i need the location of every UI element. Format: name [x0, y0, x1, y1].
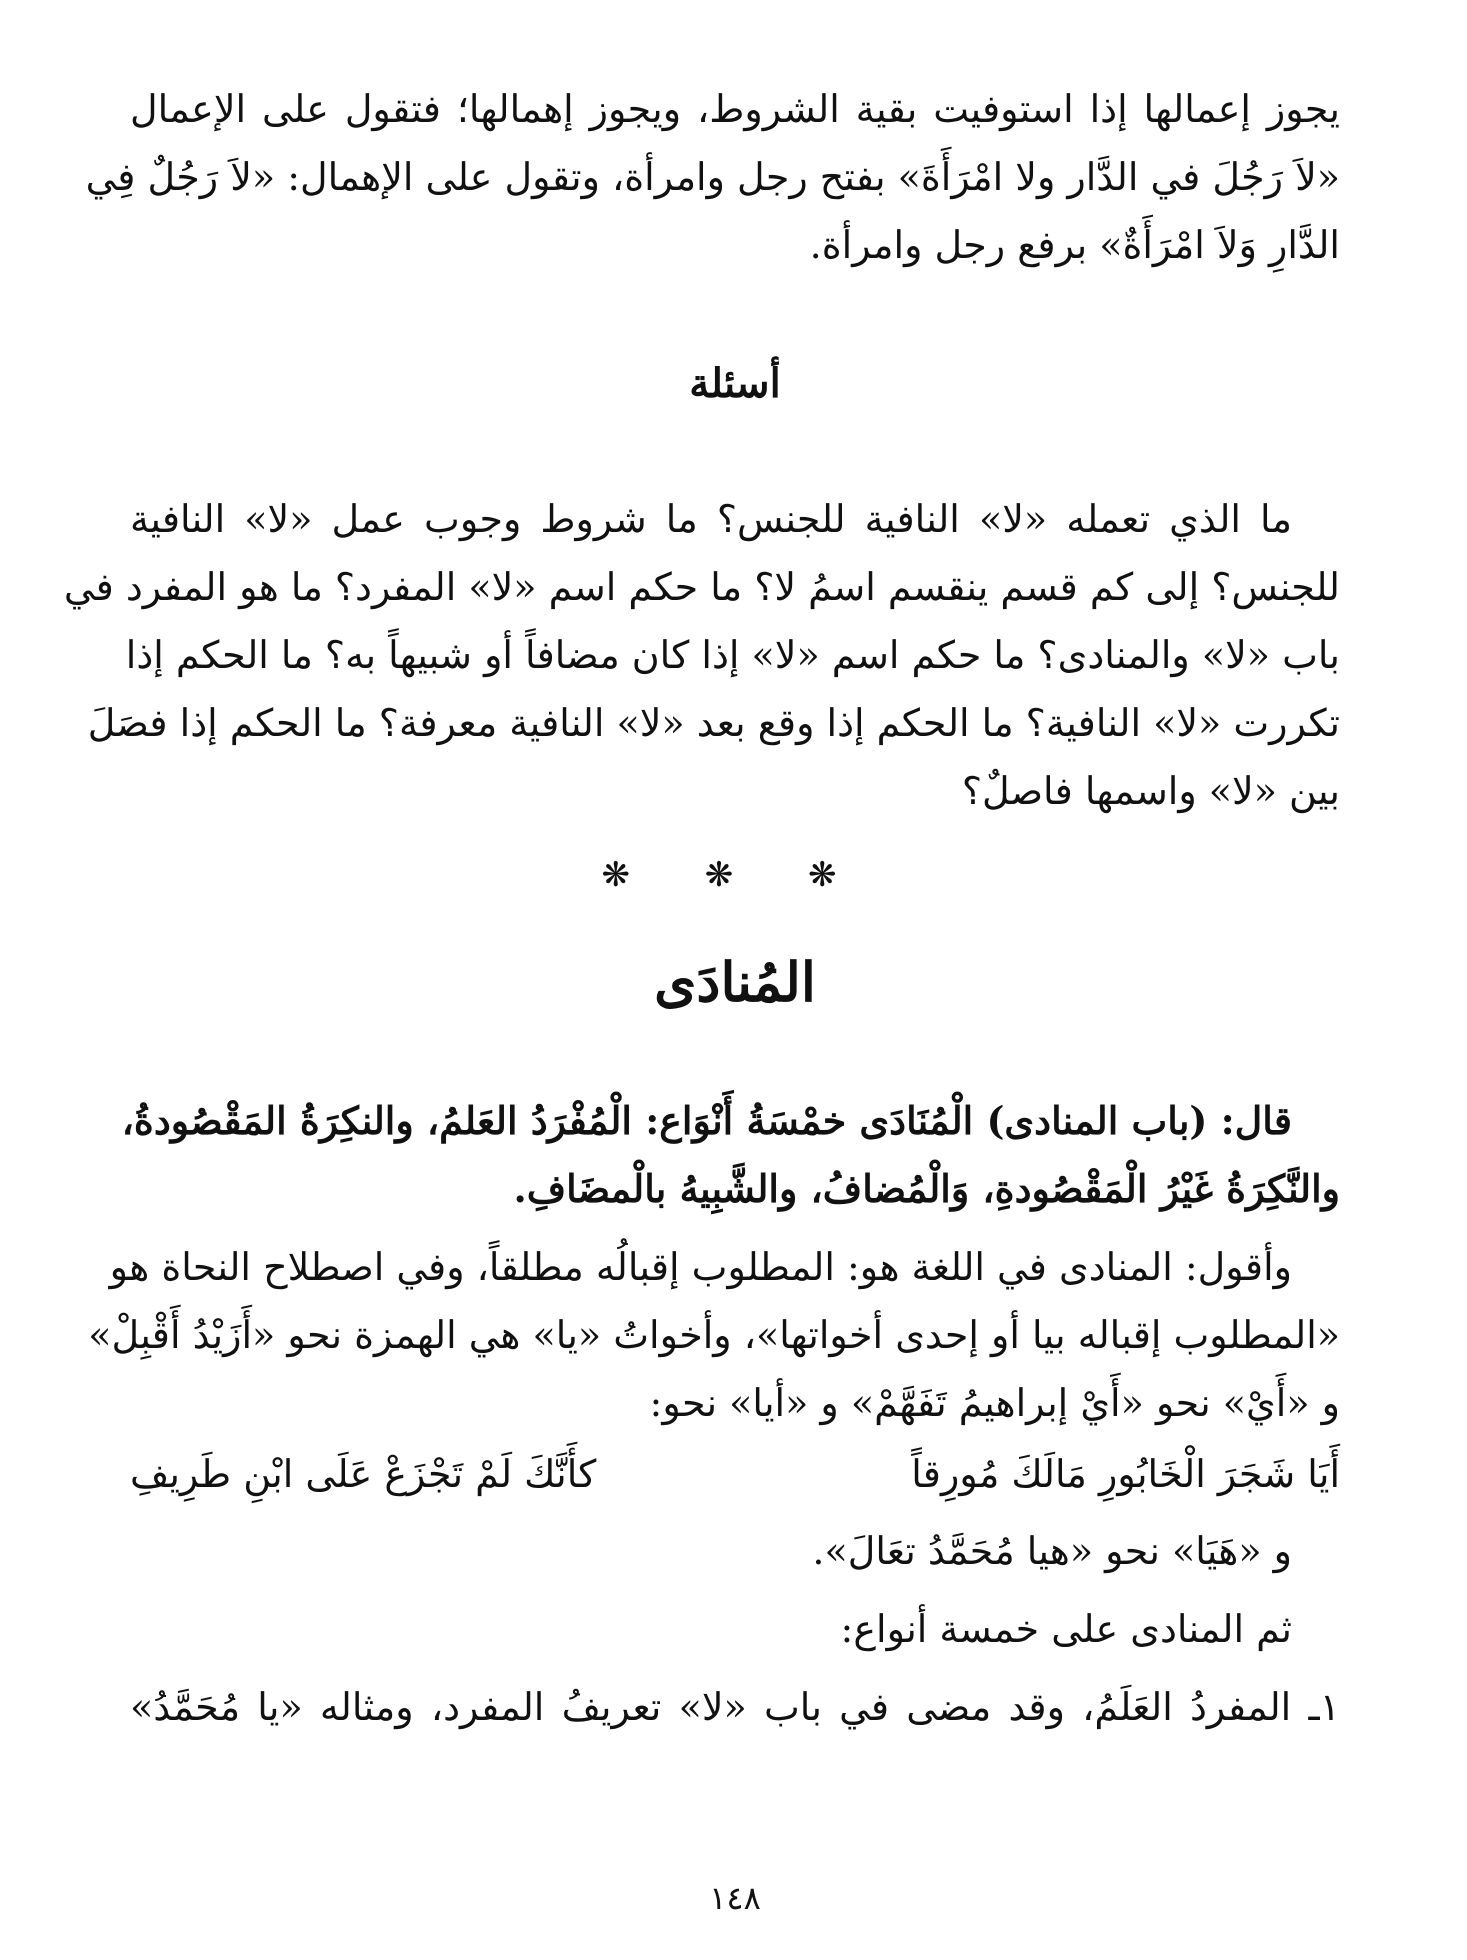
types-intro-line: ثم المنادى على خمسة أنواع: [840, 1607, 1292, 1651]
top-paragraph [85, 75, 1340, 279]
types-intro-paragraph [130, 1595, 1340, 1663]
after-verse-paragraph [130, 1517, 1340, 1585]
question-line: ما الذي تعمله «لا» النافية للجنس؟ ما شروط وجوب عمل «لا» النافية [130, 497, 1292, 541]
sharh-line: «المطلوب إقباله بيا أو إحدى أخواتها»، وأخواتُ «يا» هي الهمزة نحو «أَزَيْدُ أَقْبِلْ» [88, 1313, 1340, 1357]
sharh-line: و «أَيْ» نحو «أَيْ إبراهيمُ تَفَهَّمْ» و «أيا» نحو: [649, 1381, 1340, 1425]
poetry-verse [130, 1440, 1340, 1508]
page-number: ١٤٨ [709, 1879, 761, 1917]
item-one-paragraph [130, 1673, 1340, 1741]
paragraph-line: «لاَ رَجُلَ في الدَّار ولا امْرَأَةَ» بفتح رجل وامرأة، وتقول على الإهمال: «لاَ رَجُلٌ فِي [85, 155, 1340, 199]
item-one-line: ١ـ المفردُ العَلَمُ، وقد مضى في باب «لا» تعريفُ المفرد، ومثاله «يا مُحَمَّدُ» [130, 1685, 1340, 1729]
questions-heading: أسئلة [689, 360, 781, 407]
paragraph-line: الدَّارِ وَلاَ امْرَأَةٌ» برفع رجل وامرأة. [809, 223, 1340, 267]
chapter-title: المُنادَى [654, 950, 816, 1014]
question-line: تكررت «لا» النافية؟ ما الحكم إذا وقع بعد «لا» النافية معرفة؟ ما الحكم إذا فصَلَ [87, 701, 1340, 745]
paragraph-line: يجوز إعمالها إذا استوفيت بقية الشروط، ويجوز إهمالها؛ فتقول على الإعمال [130, 87, 1340, 131]
sharh-line: وأقول: المنادى في اللغة هو: المطلوب إقبالُه مطلقاً، وفي اصطلاح النحاة هو [109, 1245, 1292, 1289]
verse-second-hemistich: كأَنَّكَ لَمْ تَجْزَعْ عَلَى ابْنِ طَرِيفِ [130, 1452, 597, 1496]
matn-line: قال: (باب المنادى) الْمُنَادَى خمْسَةُ أَنْوَاع: الْمُفْرَدُ العَلمُ، والنكِرَةُ المَقْصُودةُ، [121, 1098, 1292, 1143]
after-verse-line: و «هَيَا» نحو «هيا مُحَمَّدُ تعَالَ». [812, 1529, 1292, 1573]
question-line: بين «لا» واسمها فاصلٌ؟ [961, 769, 1340, 813]
question-line: للجنس؟ إلى كم قسم ينقسم اسمُ لا؟ ما حكم اسم «لا» المفرد؟ ما هو المفرد في [63, 565, 1340, 609]
document-page [63, 75, 1340, 1935]
sharh-paragraph [88, 1233, 1340, 1437]
matn-paragraph [121, 1087, 1340, 1223]
question-line: باب «لا» والمنادى؟ ما حكم اسم «لا» إذا كان مضافاً أو شبيهاً به؟ ما الحكم إذا [125, 633, 1340, 677]
questions-paragraph [63, 485, 1340, 825]
matn-line: والنَّكِرَةُ غَيْرُ الْمَقْصُودةِ، وَالْمُضافُ، والشَّبِيهُ بالْمضَافِ. [513, 1166, 1340, 1211]
section-separator: ❋ ❋ ❋ [601, 855, 869, 895]
verse-first-hemistich: أَيَا شَجَرَ الْخَابُورِ مَالَكَ مُورِقاً [911, 1452, 1340, 1496]
